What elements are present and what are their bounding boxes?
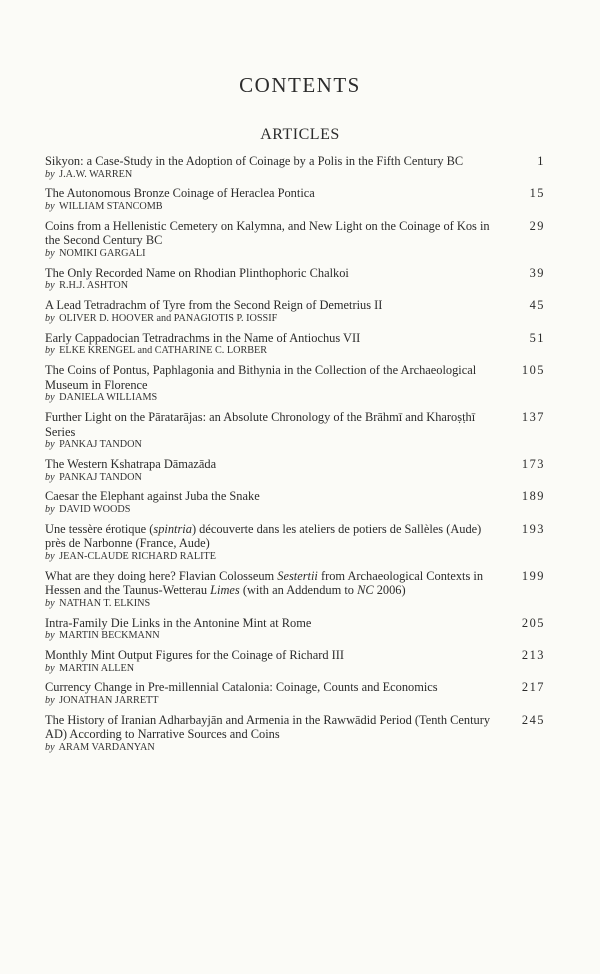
- author-prefix: by: [45, 742, 55, 754]
- entry-page-number: 51: [529, 330, 545, 345]
- toc-entry[interactable]: [45, 569, 545, 611]
- entry-author: [45, 695, 545, 708]
- entry-title: [45, 569, 498, 598]
- entry-author: [45, 551, 545, 564]
- entry-title: Early Cappadocian Tetradrachms in the Name of Antiochus VII: [45, 330, 361, 345]
- entry-author: [45, 439, 545, 452]
- author-prefix: by: [45, 503, 55, 515]
- entry-title: The Autonomous Bronze Coinage of Heraclea Pontica: [45, 186, 315, 201]
- title-part: (with an Addendum to: [239, 583, 358, 598]
- entry-title: The Coins of Pontus, Paphlagonia and Bithynia in the Collection of the Archaeological Museum in Florence: [45, 362, 477, 392]
- author-name: ELKE KRENGEL and CATHARINE C. LORBER: [59, 345, 268, 357]
- entry-page-number: 245: [521, 712, 545, 727]
- entry-author: [45, 345, 545, 358]
- entry-title: The Only Recorded Name on Rhodian Plinthophoric Chalkoi: [45, 265, 349, 280]
- author-name: PANKAJ TANDON: [59, 471, 142, 483]
- title-italic-part: Limes: [210, 583, 240, 598]
- title-part: from Archaeological Contexts in Hessen and the Taunus-Wetterau: [45, 568, 484, 598]
- toc-entry[interactable]: [45, 154, 545, 181]
- entry-author: [45, 504, 545, 517]
- author-prefix: by: [45, 550, 55, 562]
- toc-entry[interactable]: [45, 713, 545, 755]
- author-name: PANKAJ TANDON: [59, 439, 142, 451]
- author-name: DANIELA WILLIAMS: [59, 392, 158, 404]
- entry-title: Monthly Mint Output Figures for the Coinage of Richard III: [45, 648, 345, 663]
- entry-page-number: 217: [521, 680, 545, 695]
- entry-page-number: 173: [521, 456, 545, 471]
- toc-entry[interactable]: [45, 331, 545, 358]
- entry-author: [45, 201, 545, 214]
- author-name: OLIVER D. HOOVER and PANAGIOTIS P. IOSSIF: [59, 312, 278, 324]
- toc-entry[interactable]: [45, 457, 545, 484]
- author-prefix: by: [45, 597, 55, 609]
- toc-entry[interactable]: [45, 489, 545, 516]
- author-name: R.H.J. ASHTON: [59, 280, 129, 292]
- toc-list: [45, 154, 545, 760]
- author-name: ARAM VARDANYAN: [58, 742, 155, 754]
- entry-page-number: 39: [529, 265, 545, 280]
- author-prefix: by: [45, 280, 55, 292]
- entry-author: [45, 248, 545, 261]
- author-prefix: by: [45, 200, 55, 212]
- author-name: NOMIKI GARGALI: [59, 247, 146, 259]
- author-name: MARTIN BECKMANN: [59, 630, 160, 642]
- author-prefix: by: [45, 312, 55, 324]
- entry-title: The Western Kshatrapa Dāmazāda: [45, 456, 217, 471]
- toc-entry[interactable]: [45, 616, 545, 643]
- author-prefix: by: [45, 168, 55, 180]
- author-prefix: by: [45, 662, 55, 674]
- entry-page-number: 1: [537, 154, 545, 168]
- entry-title: Sikyon: a Case-Study in the Adoption of Coinage by a Polis in the Fifth Century BC: [45, 154, 464, 168]
- entry-page-number: 105: [521, 362, 545, 377]
- author-name: JEAN-CLAUDE RICHARD RALITE: [59, 550, 216, 562]
- entry-title: Further Light on the Pāratarājas: an Absolute Chronology of the Brāhmī and Kharoṣṭhī Series: [45, 409, 476, 439]
- entry-author: [45, 663, 545, 676]
- toc-entry[interactable]: [45, 186, 545, 213]
- entry-title: A Lead Tetradrachm of Tyre from the Second Reign of Demetrius II: [45, 298, 383, 313]
- entry-page-number: 199: [521, 568, 545, 583]
- entry-page-number: 15: [529, 186, 545, 201]
- entry-author: [45, 598, 545, 611]
- entry-title: Caesar the Elephant against Juba the Snake: [45, 489, 260, 504]
- author-prefix: by: [45, 630, 55, 642]
- author-name: JONATHAN JARRETT: [59, 695, 159, 707]
- entry-author: [45, 472, 545, 485]
- entry-title: The History of Iranian Adharbayjān and Armenia in the Rawwādid Period (Tenth Century AD) According to Narrative Sources and Coins: [45, 712, 491, 742]
- entry-page-number: 193: [521, 521, 545, 536]
- title-italic-part: spintria: [153, 521, 192, 536]
- toc-entry[interactable]: [45, 410, 545, 452]
- author-name: NATHAN T. ELKINS: [59, 597, 151, 609]
- toc-entry[interactable]: [45, 298, 545, 325]
- toc-entry[interactable]: [45, 522, 545, 564]
- entry-title: Currency Change in Pre-millennial Catalonia: Coinage, Counts and Economics: [45, 680, 438, 695]
- title-italic-part: NC: [357, 583, 374, 598]
- entry-page-number: 205: [521, 615, 545, 630]
- entry-page-number: 137: [521, 409, 545, 424]
- section-heading: ARTICLES: [260, 126, 340, 143]
- toc-entry[interactable]: [45, 266, 545, 293]
- author-name: WILLIAM STANCOMB: [59, 200, 163, 212]
- entry-page-number: 29: [529, 218, 545, 233]
- author-prefix: by: [45, 345, 55, 357]
- toc-entry[interactable]: [45, 363, 545, 405]
- author-prefix: by: [45, 247, 55, 259]
- entry-author: [45, 280, 545, 293]
- author-name: DAVID WOODS: [59, 503, 131, 515]
- title-part: 2006): [373, 583, 406, 598]
- entry-author: [45, 169, 545, 182]
- entry-page-number: 213: [521, 648, 545, 663]
- page-title: CONTENTS: [239, 73, 361, 97]
- author-prefix: by: [45, 695, 55, 707]
- entry-title: [45, 522, 498, 551]
- title-italic-part: Sestertii: [277, 568, 318, 583]
- entry-author: [45, 742, 545, 755]
- entry-page-number: 189: [521, 489, 545, 504]
- toc-entry[interactable]: [45, 219, 545, 261]
- author-prefix: by: [45, 392, 55, 404]
- title-part: ) découverte dans les ateliers de potiers de Sallèles (Aude) près de Narbonne (France, Aude): [45, 521, 482, 551]
- entry-title: Intra-Family Die Links in the Antonine Mint at Rome: [45, 615, 312, 630]
- author-prefix: by: [45, 471, 55, 483]
- author-name: MARTIN ALLEN: [59, 662, 135, 674]
- toc-entry[interactable]: [45, 680, 545, 707]
- title-part: What are they doing here? Flavian Colosseum: [45, 568, 278, 583]
- entry-author: [45, 313, 545, 326]
- entry-author: [45, 392, 545, 405]
- toc-entry[interactable]: [45, 648, 545, 675]
- title-part: Une tessère érotique (: [45, 521, 154, 536]
- entry-title: Coins from a Hellenistic Cemetery on Kalymna, and New Light on the Coinage of Kos in the Second Century BC: [45, 218, 490, 248]
- author-name: J.A.W. WARREN: [59, 168, 133, 180]
- entry-page-number: 45: [529, 298, 545, 313]
- author-prefix: by: [45, 439, 55, 451]
- entry-author: [45, 630, 545, 643]
